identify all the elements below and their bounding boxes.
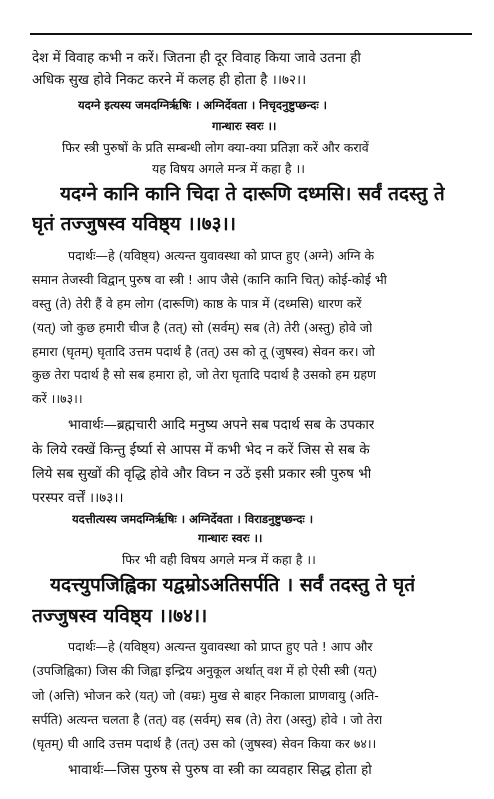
padartha-line: कुछ तेरा पदार्थ है सो सब हमारा हो, जो तेरा घृतादि पदार्थ है उसको हम ग्रहण <box>32 367 377 382</box>
padartha-line: (उपजिह्विका) जिस की जिह्वा इन्द्रिय अनुकूल अर्थात् वश में हो ऐसी स्त्री (यत्) <box>32 663 378 678</box>
header-rule <box>30 33 472 35</box>
bhavartha-line: भावार्थः—ब्रह्मचारी आदि मनुष्य अपने सब पदार्थ सब के उपकार <box>68 417 375 433</box>
padartha-line: समान तेजस्वी विद्वान् पुरुष वा स्त्री ! आप जैसे (कानि कानि चित्) कोई-कोई भी <box>32 272 387 287</box>
bhavartha-line: के लिये रक्खें किन्तु ईर्ष्या से आपस में कभी भेद न करें जिस से सब के <box>32 442 370 458</box>
text-line: अधिक सुख होवे निकट करने में कलह ही होता है ।।७२।। <box>32 72 307 88</box>
intro-line: फिर स्त्री पुरुषों के प्रति सम्बन्धी लोग क्या-क्या प्रतिज्ञा करें और करावें <box>62 140 369 155</box>
intro-line: फिर भी वही विषय अगले मन्त्र में कहा है ।। <box>122 552 316 567</box>
swara-line: गान्धारः स्वरः ।। <box>198 531 263 545</box>
rishi-devata-chhanda-line: यदग्ने इत्यस्य जमदग्निर्ऋषिः । अग्निर्देवता । निचृदनुष्टुप्छन्दः । <box>78 98 328 112</box>
padartha-line: सर्पति) अत्यन्त चलता है (तत्) वह (सर्वम्) सब (ते) तेरा (अस्तु) होवे । जो तेरा <box>32 712 383 727</box>
padartha-line: जो (अत्ति) भोजन करे (यत्) जो (वम्रः) मुख से बाहर निकाला प्राणवायु (अति- <box>32 688 379 703</box>
padartha-line: करें ।।७३।। <box>32 391 83 406</box>
padartha-line: (यत्) जो कुछ हमारी चीज है (तत्) सो (सर्वम्) सब (ते) तेरी (अस्तु) होवे जो <box>32 320 373 335</box>
padartha-line: हमारा (घृतम्) घृतादि उत्तम पदार्थ है (तत्) उस को तू (जुषस्व) सेवन कर। जो <box>32 344 375 359</box>
padartha-line: पदार्थः—हे (यविष्ठ्य) अत्यन्त युवावस्था को प्राप्त हुए पते ! आप और <box>68 639 373 654</box>
padartha-line: (घृतम्) घी आदि उत्तम पदार्थ है (तत्) उस को (जुषस्व) सेवन किया कर ७४।। <box>32 736 377 751</box>
mantra-line: तज्जुषस्व यविष्ठ्य ।।७४।। <box>32 605 208 627</box>
text-line: देश में विवाह कभी न करें। जितना ही दूर विवाह किया जावे उतना ही <box>32 50 361 66</box>
intro-line: यह विषय अगले मन्त्र में कहा है ।। <box>152 161 305 176</box>
mantra-line: यदग्ने कानि कानि चिदा ते दारूणि दध्मसि। सर्वं तदस्तु ते <box>60 183 445 205</box>
swara-line: गान्धारः स्वरः ।। <box>212 119 277 133</box>
bhavartha-line: परस्पर वर्त्तें ।।७३।। <box>32 490 124 506</box>
bhavartha-line: भावार्थः—जिस पुरुष से पुरुष वा स्त्री का व्यवहार सिद्ध होता हो <box>68 762 372 778</box>
mantra-line: यदत्त्युपजिह्विका यद्वम्रोऽअतिसर्पति । सर्वं तदस्तु ते घृतं <box>50 574 416 596</box>
mantra-line: घृतं तज्जुषस्व यविष्ठ्य ।।७३।। <box>32 213 236 235</box>
padartha-line: वस्तु (ते) तेरी हैं वे हम लोग (दारूणि) काष्ठ के पात्र में (दध्मसि) धारण करें <box>32 296 362 311</box>
rishi-devata-chhanda-line: यदत्तीत्यस्य जमदग्निर्ऋषिः । अग्निर्देवता । विराडनुष्टुप्छन्दः । <box>72 512 314 526</box>
bhavartha-line: लिये सब सुखों की वृद्धि होवे और विघ्न न उठें इसी प्रकार स्त्री पुरुष भी <box>32 466 372 482</box>
padartha-line: पदार्थः—हे (यविष्ठ्य) अत्यन्त युवावस्था को प्राप्त हुए (अग्ने) अग्नि के <box>68 248 375 263</box>
